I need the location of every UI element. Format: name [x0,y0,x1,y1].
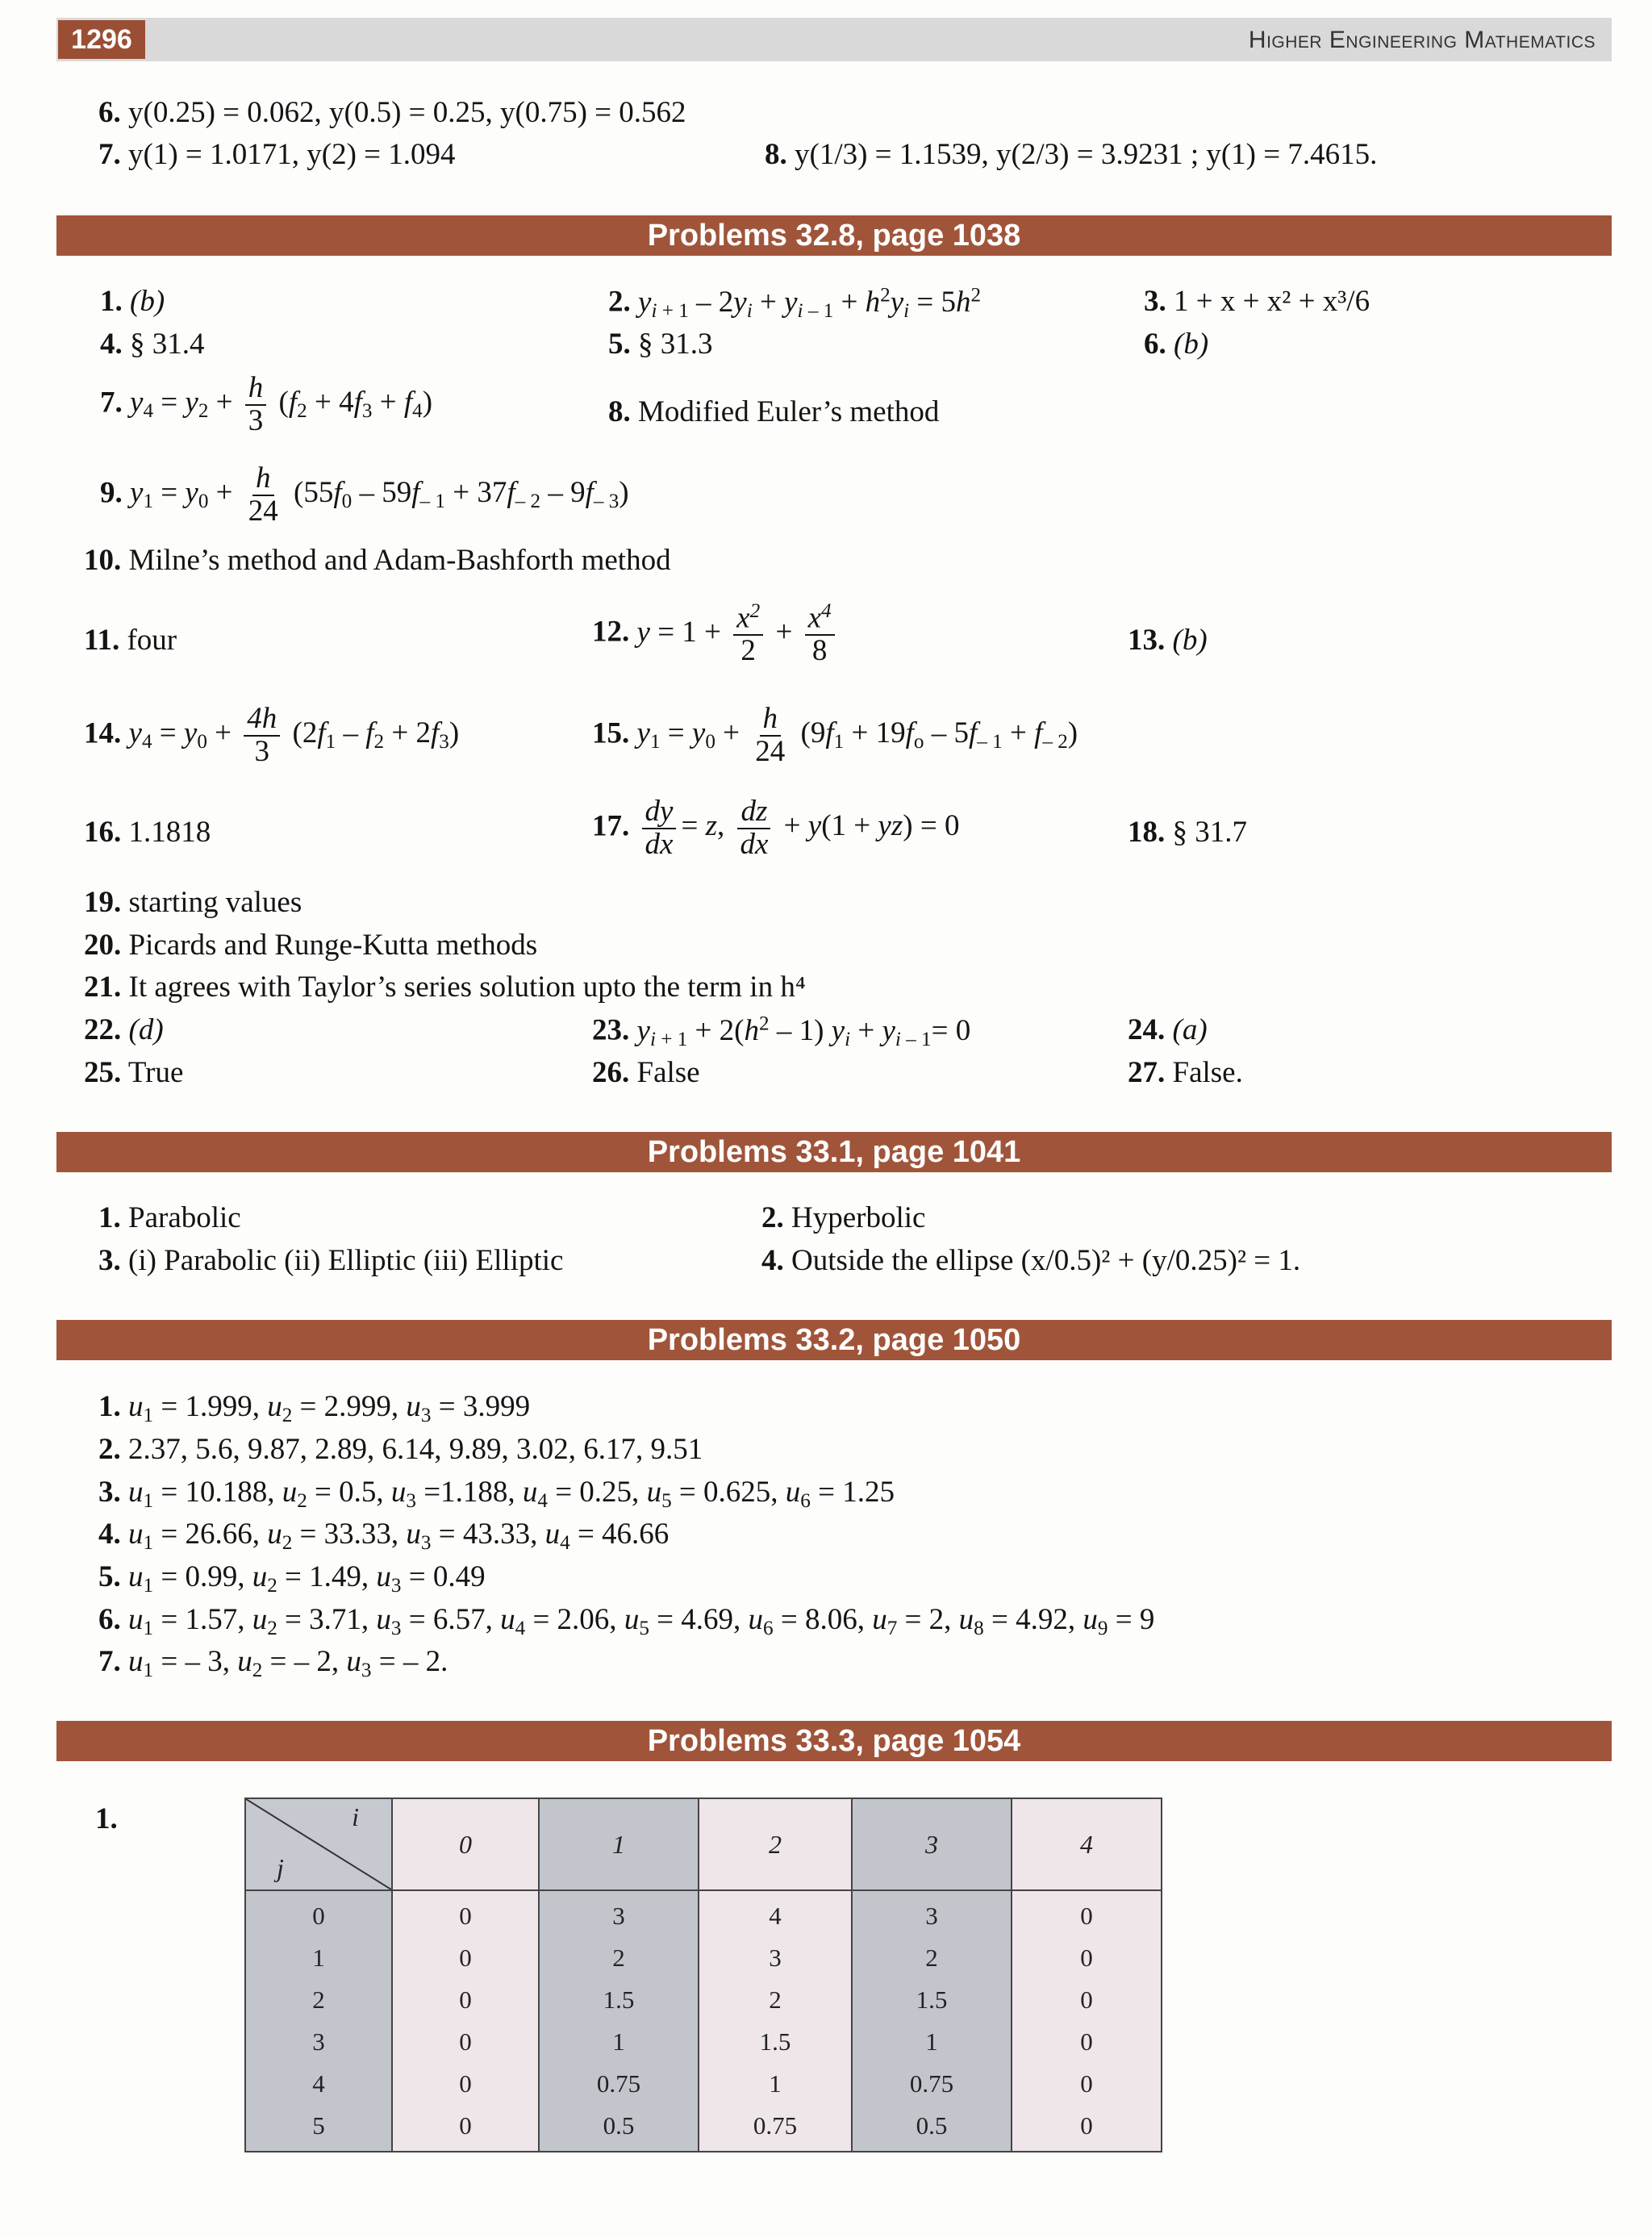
column-3-values: 3 2 1.5 1 0.75 0.5 [852,1890,1012,2152]
p328-answer-8: 8. Modified Euler’s method [608,395,940,428]
p328-answer-21: 21. It agrees with Taylor’s series solution upto the term in h⁴ [84,971,806,1004]
col-header-0: 0 [392,1798,539,1890]
column-4-values: 0 0 0 0 0 0 [1012,1890,1162,2152]
column-0-values: 0 0 0 0 0 0 [392,1890,539,2152]
p332-answer-5: 5. $u_1 = 0.99$, $u_2 = 1.49$, $u_3 = 0.49$ [98,1560,486,1597]
answer-7-text: y(1) = 1.0171, y(2) = 1.094 [128,138,456,171]
p328-answer-4: 4. § 31.4 [100,328,205,361]
p331-answer-3: 3. (i) Parabolic (ii) Elliptic (iii) Elliptic [98,1244,564,1277]
j-values: 0 1 2 3 4 5 [312,1902,325,2140]
p332-answer-6: 6. $u_1 = 1.57$, $u_2 = 3.71$, $u_3 = 6.57$, $u_4 = 2.06$, $u_5 = 4.69$, $u_6 = 8.06$, $u_7 = 2$, $u_8 = 4.92$, $u_9 = 9$ [98,1603,1155,1640]
solution-grid-table [244,1797,1162,2152]
p332-answer-1: 1. $u_1 = 1.999$, $u_2 = 2.999$, $u_3 = 3.999$ [98,1390,531,1427]
p328-answer-17: 17. $\frac{dy}{dx}$ = z, $\frac{dz}{dx}$ + y(1 + yz) = 0 [592,795,960,861]
book-title: Higher Engineering Mathematics [1248,27,1596,53]
answer-8: 8. y(1/3) = 1.1539, y(2/3) = 3.9231 ; y(1) = 7.4615. [765,138,1378,171]
p328-answer-5: 5. § 31.3 [608,328,713,361]
answer-6-text: y(0.25) = 0.062, y(0.5) = 0.25, y(0.75) = 0.562 [128,96,686,129]
p328-answer-19: 19. starting values [84,886,302,919]
p328-answer-23: 23. $y_{i + 1} + 2(h^2 - 1) y_i + y_{i - 1}= 0$ [592,1013,971,1050]
row-index-column [245,1890,392,2152]
section-heading-33-1: Problems 33.1, page 1041 [56,1132,1612,1172]
answer-7: 7. y(1) = 1.0171, y(2) = 1.094 [98,138,456,171]
column-2-values: 4 3 2 1.5 1 0.75 [699,1890,852,2152]
section-heading-33-2: Problems 33.2, page 1050 [56,1320,1612,1360]
p328-answer-26: 26. False [592,1056,700,1089]
table-corner-header [245,1798,392,1890]
p328-answer-7: 7. $y_4 = y_2$ + $\frac{h}{3}$ $(f_2 + 4f_3 + f_4)$ [100,371,433,437]
p331-answer-2: 2. Hyperbolic [761,1201,926,1234]
diagonal-divider [246,1799,391,1889]
answer-8-text: y(1/3) = 1.1539, y(2/3) = 3.9231 ; y(1) = 7.4615. [795,138,1378,171]
col-header-1: 1 [539,1798,699,1890]
section-heading-32-8: Problems 32.8, page 1038 [56,215,1612,256]
p328-answer-2: 2. $y_{i + 1} - 2y_i + y_{i - 1} + h^2y_i = 5h^2$ [608,284,982,322]
col-header-4: 4 [1012,1798,1162,1890]
p328-answer-25: 25. True [84,1056,184,1089]
page-number: 1296 [58,20,145,59]
p331-answer-1: 1. Parabolic [98,1201,241,1234]
p328-answer-12: 12. y = 1 + $\frac{x^2}{2}$ + $\frac{x^4}{8}$ [592,601,840,667]
p328-answer-22: 22. (d) [84,1013,164,1046]
p332-answer-2: 2. 2.37, 5.6, 9.87, 2.89, 6.14, 9.89, 3.02, 6.17, 9.51 [98,1433,703,1466]
p328-answer-1: 1. (b) [100,285,165,318]
column-1-values: 3 2 1.5 1 0.75 0.5 [539,1890,699,2152]
p328-answer-16: 16. 1.1818 [84,816,211,849]
p328-answer-10: 10. Milne’s method and Adam-Bashforth method [84,544,671,577]
answer-6: 6. y(0.25) = 0.062, y(0.5) = 0.25, y(0.75) = 0.562 [98,96,686,129]
p328-answer-11: 11. four [84,624,177,657]
p328-answer-15: 15. $y_1 = y_0$ + $\frac{h}{24}$ $(9f_1 + 19f_o - 5f_{- 1} + f_{- 2})$ [592,702,1078,768]
p328-answer-13: 13. (b) [1128,624,1208,657]
col-header-2: 2 [699,1798,852,1890]
p328-answer-9: 9. $y_1 = y_0$ + $\frac{h}{24}$ $(55f_0 - 59f_{- 1} + 37f_{- 2} - 9f_{- 3})$ [100,461,629,528]
p332-answer-7: 7. $u_1$ = – 3, $u_2$ = – 2, $u_3$ = – 2. [98,1645,448,1682]
p332-answer-3: 3. $u_1 = 10.188$, $u_2 = 0.5$, $u_3 =1.188$, $u_4 = 0.25$, $u_5 = 0.625$, $u_6 = 1.25$ [98,1476,895,1513]
p331-answer-4: 4. Outside the ellipse (x/0.5)² + (y/0.25)² = 1. [761,1244,1301,1277]
col-axis-label: i [352,1802,359,1831]
p333-answer-1-number: 1. [95,1802,118,1835]
p332-answer-4: 4. $u_1 = 26.66$, $u_2 = 33.33$, $u_3 = 43.33$, $u_4 = 46.66$ [98,1518,670,1555]
row-axis-label: j [277,1853,284,1882]
p328-answer-18: 18. § 31.7 [1128,816,1247,849]
p328-answer-27: 27. False. [1128,1056,1243,1089]
col-header-3: 3 [852,1798,1012,1890]
p328-answer-24: 24. (a) [1128,1013,1208,1046]
p328-answer-3: 3. 1 + x + x² + x³/6 [1144,285,1370,318]
p328-answer-6: 6. (b) [1144,328,1209,361]
p328-answer-14: 14. $y_4 = y_0$ + $\frac{4h}{3}$ $(2f_1 - f_2 + 2f_3)$ [84,702,460,768]
section-heading-33-3: Problems 33.3, page 1054 [56,1721,1612,1761]
p328-answer-20: 20. Picards and Runge-Kutta methods [84,929,538,962]
